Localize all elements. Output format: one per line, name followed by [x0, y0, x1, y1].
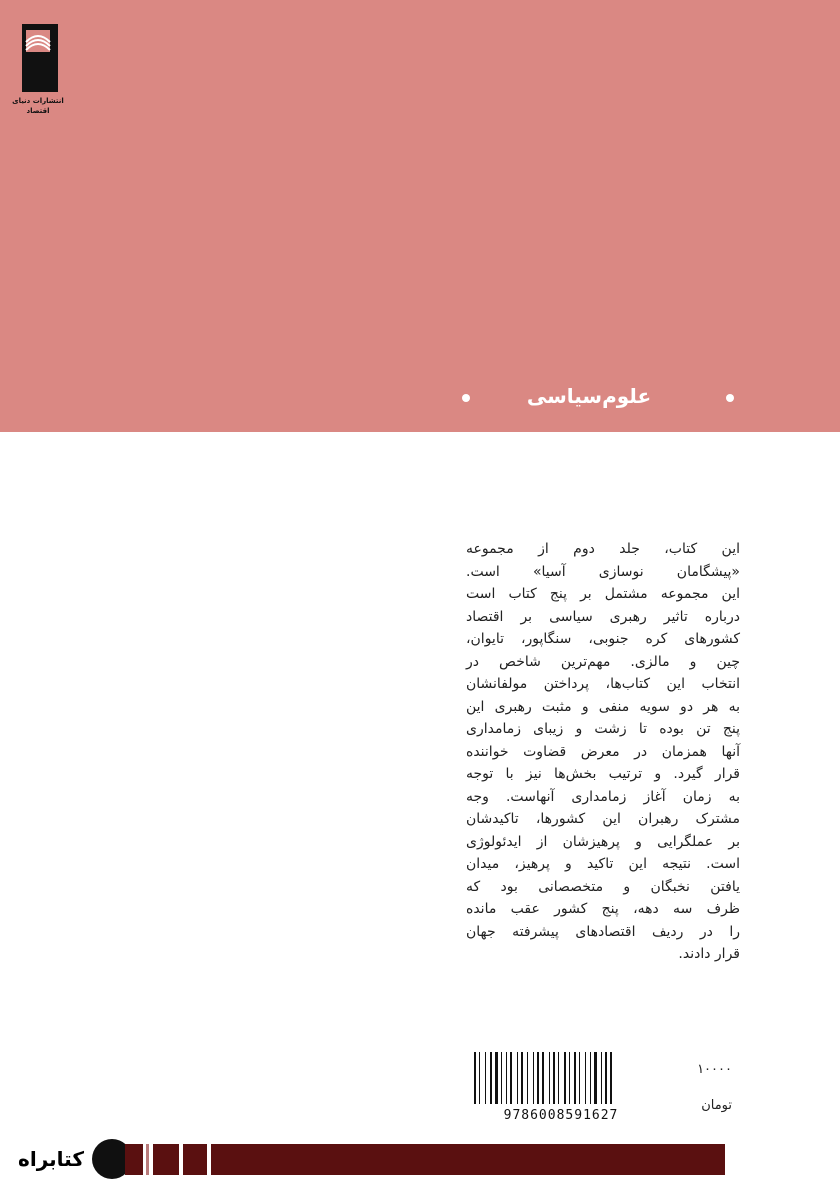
- description-line: مشترک رهبران این کشورها، تاکیدشان: [466, 811, 740, 827]
- bullet-dot-icon: [726, 394, 734, 402]
- strip-block: [125, 1144, 143, 1175]
- barcode-area: [466, 1050, 740, 1130]
- strip-block: [211, 1144, 725, 1175]
- description-line: یافتن نخبگان و متخصصانی بود که: [466, 878, 740, 895]
- description-line: ظرف سه دهه، پنج کشور عقب مانده: [466, 901, 740, 917]
- description-line: است. نتیجه این تاکید و پرهیز، میدان: [466, 856, 740, 872]
- description-line: آنها همزمان در معرض قضاوت خواننده: [466, 743, 740, 760]
- description-line: به زمان آغاز زمامداری آنهاست. وجه: [466, 788, 740, 805]
- cover-top-band: [0, 0, 840, 432]
- bullet-dot-icon: [462, 394, 470, 402]
- strip-block: [153, 1144, 179, 1175]
- description-line: درباره تاثیر رهبری سیاسی بر اقتصاد: [466, 608, 740, 625]
- currency-label: تومان: [701, 1098, 732, 1113]
- strip-block: [183, 1144, 207, 1175]
- description-line: انتخاب این کتاب‌ها، پرداختن مولفانشان: [466, 676, 740, 692]
- publisher-logo-text: انتشارات دنیای اقتصاد: [12, 97, 64, 115]
- category-row: [456, 380, 740, 416]
- description-line: پنج تن بوده تا زشت و زیبای زمامداری: [466, 721, 740, 737]
- description-line: «پیشگامان نوسازی آسیا» است.: [466, 563, 740, 580]
- description-line: به هر دو سویه منفی و مثبت رهبری این: [466, 698, 740, 715]
- price-value: ۱۰۰۰۰: [697, 1062, 732, 1077]
- description-line: را در ردیف اقتصادهای پیشرفته جهان: [466, 923, 740, 940]
- isbn-number: 9786008591627: [503, 1108, 619, 1123]
- description-line: این کتاب، جلد دوم از مجموعه: [466, 541, 740, 557]
- publisher-logo: [12, 24, 64, 118]
- description-line: چین و مالزی. مهم‌ترین شاخص در: [466, 653, 740, 670]
- book-description: [466, 538, 740, 966]
- category-label: علوم‌سیاسی: [526, 384, 652, 408]
- description-line: کشورهای کره جنوبی، سنگاپور، تایوان،: [466, 631, 740, 647]
- watermark-text: کتابراه: [18, 1147, 84, 1171]
- description-line: قرار دادند.: [678, 946, 740, 962]
- bottom-color-strip: [125, 1144, 725, 1175]
- publisher-logo-icon: [20, 24, 60, 92]
- description-line: بر عملگرایی و پرهیزشان از ایدئولوژی: [466, 833, 740, 850]
- description-line: این مجموعه مشتمل بر پنج کتاب است: [466, 586, 740, 602]
- strip-block: [146, 1144, 149, 1175]
- description-line: قرار گیرد. و ترتیب بخش‌ها نیز با توجه: [466, 766, 740, 782]
- watermark-logo: [12, 1137, 124, 1181]
